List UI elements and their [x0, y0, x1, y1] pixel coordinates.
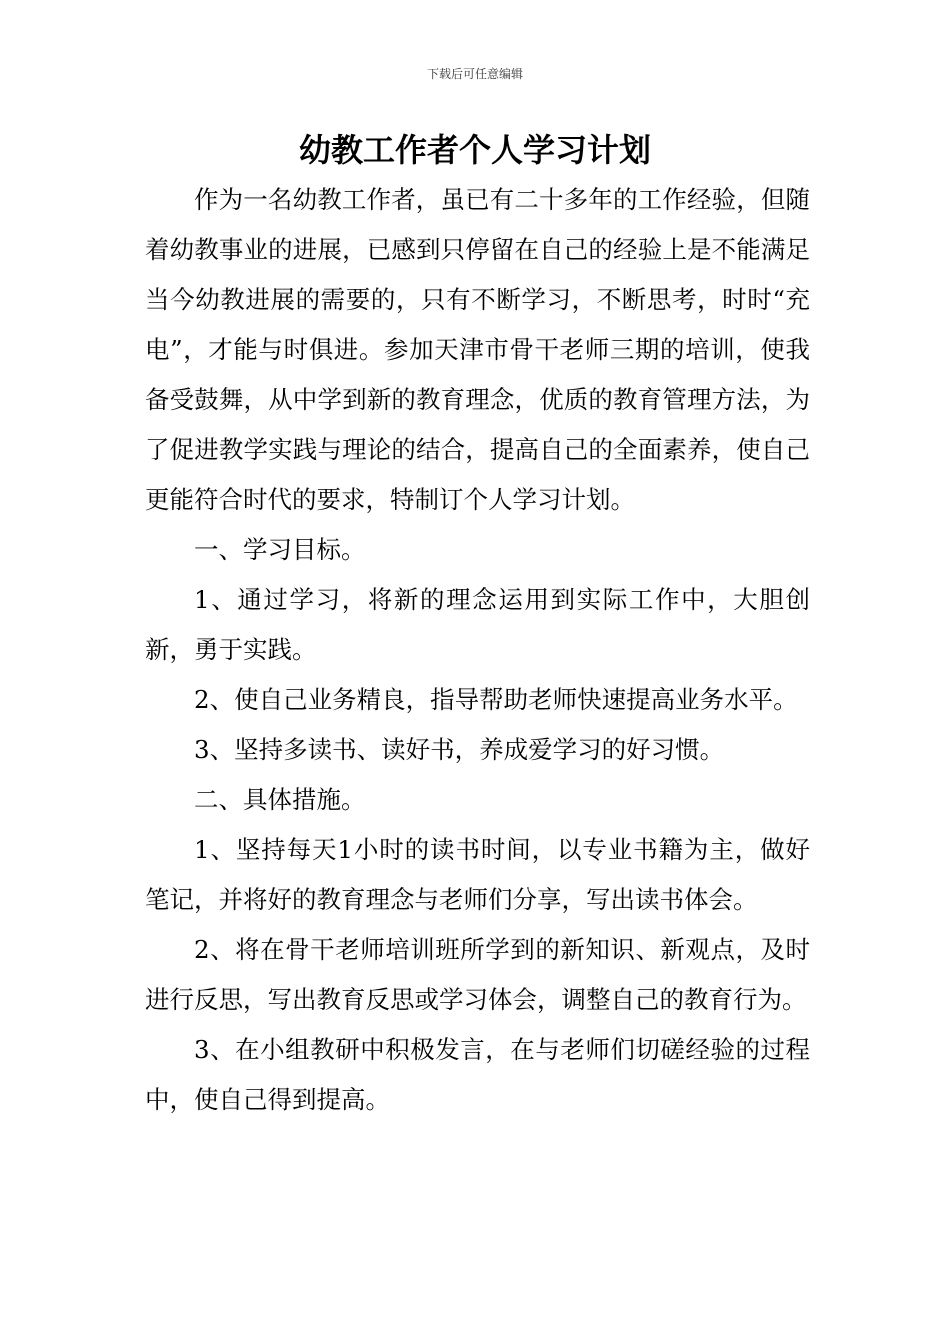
document-body	[145, 175, 810, 1125]
section-heading-measures: 二、具体措施。	[194, 785, 366, 814]
intro-paragraph: 作为一名幼教工作者，虽已有二十多年的工作经验，但随着幼教事业的进展，已感到只停留在自己的经验上是不能满足当今幼教进展的需要的，只有不断学习，不断思考，时时“充电”，才能与时俱进。参加天津市骨干老师三期的培训，使我备受鼓舞，从中学到新的教育理念，优质的教育管理方法，为了促进教学实践与理论的结合，提高自己的全面素养，使自己更能符合时代的要求，特制订个人学习计划。	[145, 185, 810, 514]
goal-item-1: 1、通过学习，将新的理念运用到实际工作中，大胆创新，勇于实践。	[145, 585, 810, 664]
section-heading-goals: 一、学习目标。	[194, 535, 366, 564]
measure-item-3: 3、在小组教研中积极发言，在与老师们切磋经验的过程中，使自己得到提高。	[145, 1035, 810, 1114]
header-note: 下载后可任意编辑	[426, 67, 523, 81]
goal-item-2: 2、使自己业务精良，指导帮助老师快速提高业务水平。	[194, 685, 798, 714]
goal-item-3: 3、坚持多读书、读好书，养成爱学习的好习惯。	[194, 735, 725, 764]
page-title: 幼教工作者个人学习计划	[298, 131, 651, 169]
measure-item-2: 2、将在骨干老师培训班所学到的新知识、新观点，及时进行反思，写出教育反思或学习体会，调整自己的教育行为。	[145, 935, 810, 1014]
measure-item-1: 1、坚持每天1小时的读书时间，以专业书籍为主，做好笔记，并将好的教育理念与老师们分享，写出读书体会。	[145, 835, 810, 914]
